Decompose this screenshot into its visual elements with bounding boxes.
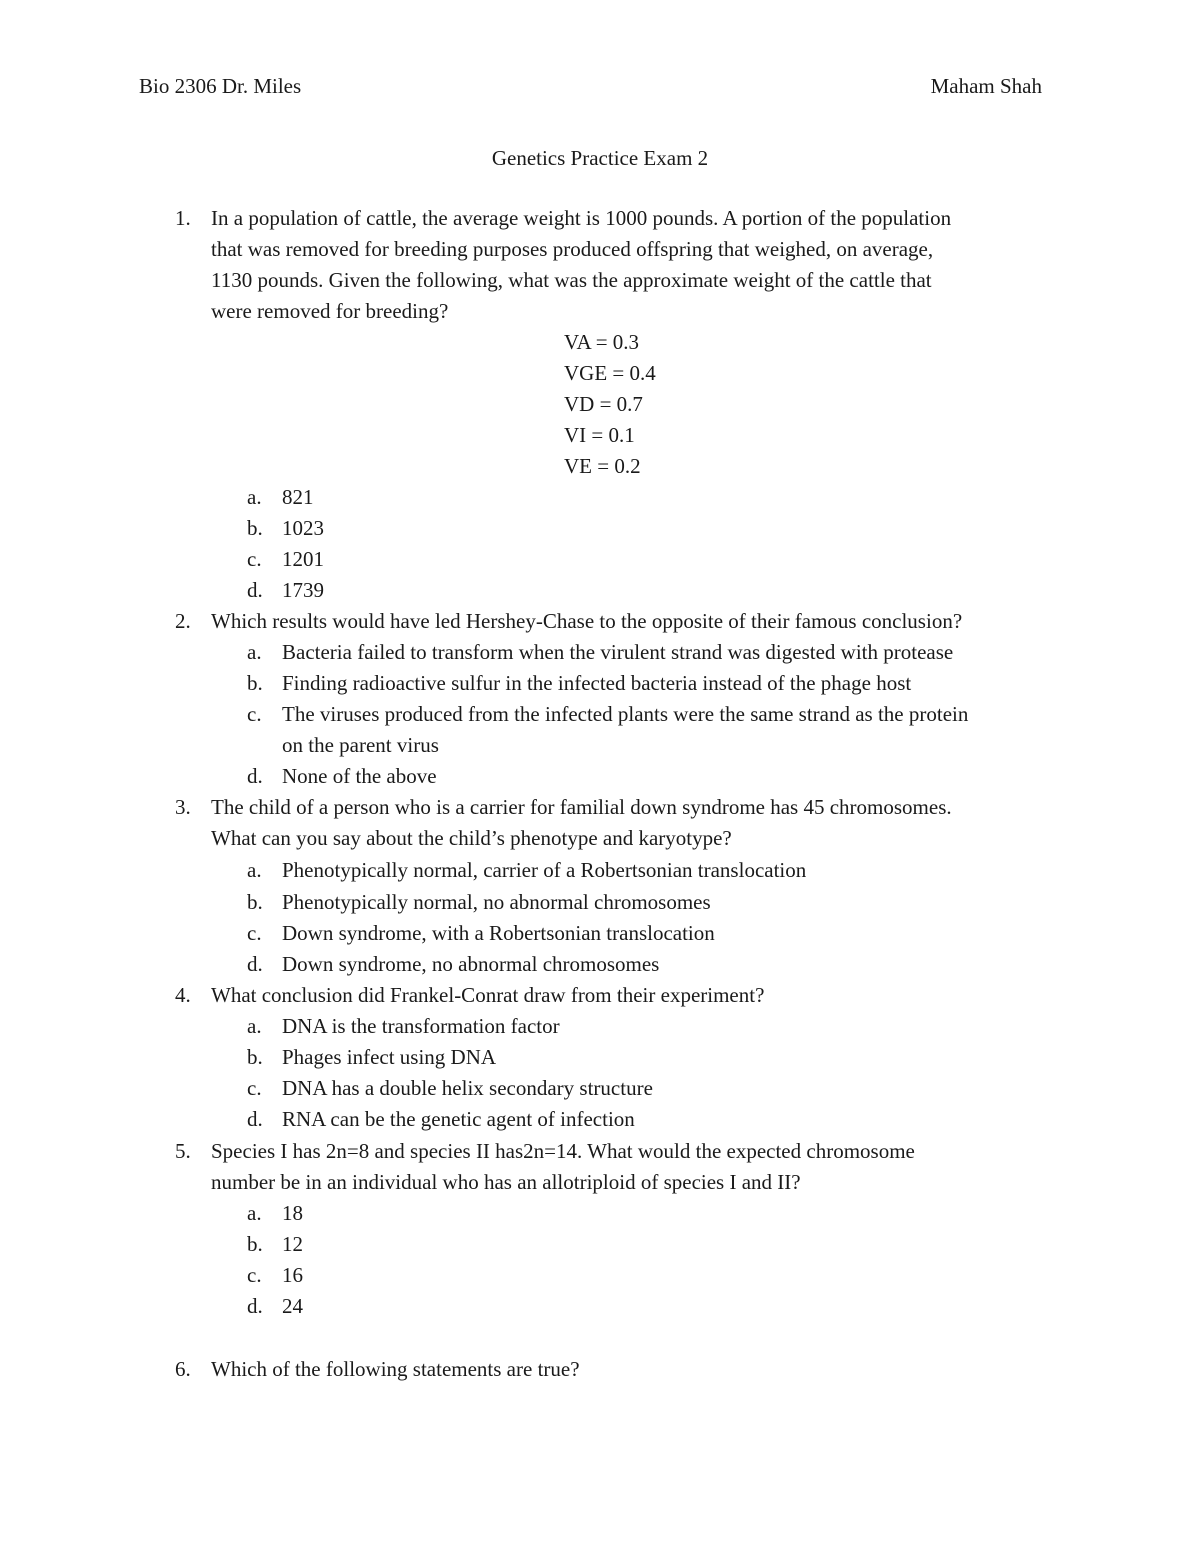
option-3b [0, 887, 1200, 918]
option-letter: c. [247, 1076, 262, 1100]
option-text: 24 [282, 1294, 303, 1318]
option-letter: b. [247, 1232, 263, 1256]
option-text: 1201 [282, 547, 324, 571]
question-number: 6. [175, 1357, 191, 1381]
header-author: Maham Shah [930, 74, 1042, 98]
option-text: 1023 [282, 516, 324, 540]
option-3c [0, 918, 1200, 949]
option-text: Finding radioactive sulfur in the infected bacteria instead of the phage host [282, 671, 912, 695]
question-number: 4. [175, 983, 191, 1007]
question-text [211, 203, 1061, 327]
question-text [211, 1136, 1061, 1198]
question-number: 1. [175, 206, 191, 230]
option-letter: a. [247, 1201, 262, 1225]
option-5a [0, 1198, 1200, 1229]
option-4d [0, 1104, 1200, 1135]
option-text: RNA can be the genetic agent of infection [282, 1107, 635, 1131]
question-line: Which of the following statements are true? [211, 1357, 580, 1381]
option-letter: a. [247, 858, 262, 882]
option-letter: c. [247, 547, 262, 571]
option-text: Bacteria failed to transform when the virulent strand was digested with protease [282, 640, 954, 664]
option-text: None of the above [282, 764, 437, 788]
option-text: The viruses produced from the infected plants were the same strand as the protein [282, 702, 969, 726]
question-line: What conclusion did Frankel-Conrat draw from their experiment? [211, 983, 765, 1007]
question-text [211, 792, 1061, 854]
option-text: 1739 [282, 578, 324, 602]
option-letter: c. [247, 921, 262, 945]
option-1c [0, 544, 1200, 575]
option-text: Down syndrome, with a Robertsonian translocation [282, 921, 715, 945]
option-1b [0, 513, 1200, 544]
option-letter: a. [247, 640, 262, 664]
option-4c [0, 1073, 1200, 1104]
option-text: Phenotypically normal, carrier of a Robertsonian translocation [282, 858, 807, 882]
question-line: 1130 pounds. Given the following, what was the approximate weight of the cattle that [211, 268, 932, 292]
option-letter: d. [247, 578, 263, 602]
option-3d [0, 949, 1200, 980]
question-text [211, 980, 1061, 1011]
option-2a [0, 637, 1200, 668]
option-letter: a. [247, 1014, 262, 1038]
option-text: Phenotypically normal, no abnormal chromosomes [282, 890, 711, 914]
variance-ve: VE = 0.2 [564, 454, 641, 478]
question-number: 2. [175, 609, 191, 633]
option-text: Phages infect using DNA [282, 1045, 497, 1069]
option-2c-continued [0, 730, 1200, 761]
variance-vge: VGE = 0.4 [564, 361, 656, 385]
question-line: were removed for breeding? [211, 299, 449, 323]
option-text: Down syndrome, no abnormal chromosomes [282, 952, 660, 976]
question-number: 3. [175, 795, 191, 819]
option-text: 821 [282, 485, 314, 509]
option-1a [0, 482, 1200, 513]
question-line: What can you say about the child’s phenotype and karyotype? [211, 826, 732, 850]
option-letter: d. [247, 1107, 263, 1131]
option-text: on the parent virus [282, 733, 439, 757]
option-letter: b. [247, 671, 263, 695]
question-line: The child of a person who is a carrier for familial down syndrome has 45 chromosomes. [211, 795, 952, 819]
option-letter: b. [247, 1045, 263, 1069]
question-line: Species I has 2n=8 and species II has2n=14. What would the expected chromosome [211, 1139, 915, 1163]
question-text [211, 1354, 1061, 1385]
option-1d [0, 575, 1200, 606]
option-5d [0, 1291, 1200, 1322]
question-line: that was removed for breeding purposes produced offspring that weighed, on average, [211, 237, 934, 261]
option-letter: a. [247, 485, 262, 509]
option-text: 18 [282, 1201, 303, 1225]
option-letter: c. [247, 702, 262, 726]
option-2c [0, 699, 1200, 730]
option-text: 16 [282, 1263, 303, 1287]
option-text: DNA is the transformation factor [282, 1014, 560, 1038]
option-3a [0, 855, 1200, 886]
option-letter: d. [247, 1294, 263, 1318]
option-5c [0, 1260, 1200, 1291]
option-5b [0, 1229, 1200, 1260]
option-2d [0, 761, 1200, 792]
option-4b [0, 1042, 1200, 1073]
question-line: Which results would have led Hershey-Chase to the opposite of their famous conclusion? [211, 609, 963, 633]
question-number: 5. [175, 1139, 191, 1163]
option-letter: d. [247, 952, 263, 976]
option-text: DNA has a double helix secondary structure [282, 1076, 653, 1100]
option-letter: b. [247, 890, 263, 914]
option-letter: d. [247, 764, 263, 788]
option-letter: c. [247, 1263, 262, 1287]
page-title: Genetics Practice Exam 2 [491, 146, 709, 170]
option-letter: b. [247, 516, 263, 540]
question-text [211, 606, 1061, 637]
question-line: In a population of cattle, the average weight is 1000 pounds. A portion of the population [211, 206, 952, 230]
option-2b [0, 668, 1200, 699]
option-4a [0, 1011, 1200, 1042]
variance-va: VA = 0.3 [564, 330, 640, 354]
header-course: Bio 2306 Dr. Miles [139, 74, 302, 98]
variance-vi: VI = 0.1 [564, 423, 635, 447]
variance-vd: VD = 0.7 [564, 392, 643, 416]
question-line: number be in an individual who has an allotriploid of species I and II? [211, 1170, 801, 1194]
option-text: 12 [282, 1232, 303, 1256]
